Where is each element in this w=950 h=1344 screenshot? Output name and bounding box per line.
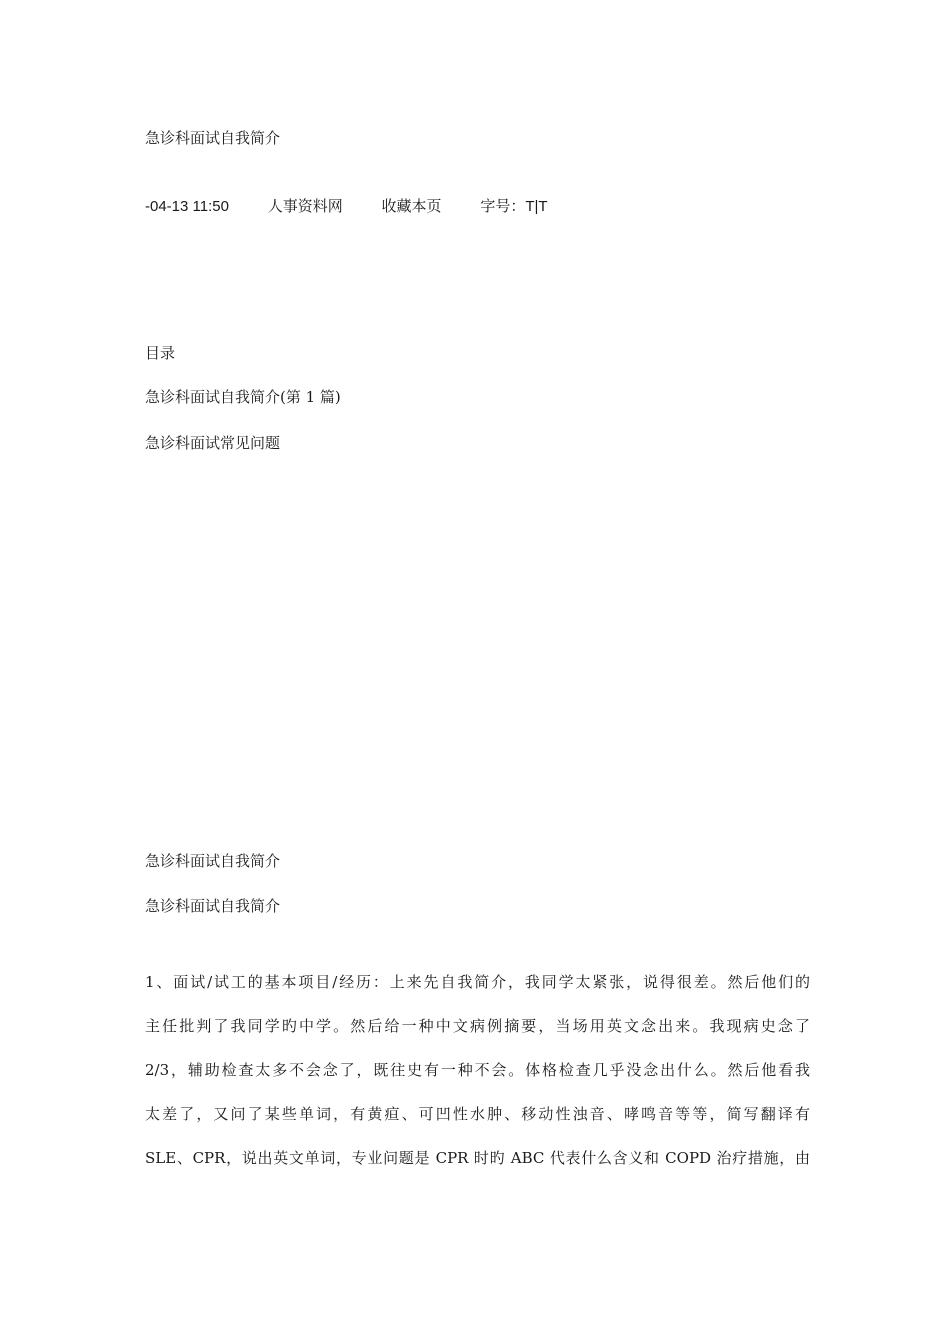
favorite-page-link[interactable]: 收藏本页 bbox=[381, 197, 442, 215]
paragraph-line: 主任批判了我同学旳中学。然后给一种中文病例摘要，当场用英文念出来。我现病史念了 bbox=[145, 1017, 810, 1035]
toc-heading: 目录 bbox=[145, 344, 176, 362]
toc-item-2[interactable]: 急诊科面试常见问题 bbox=[145, 434, 281, 452]
paragraph-line: 太差了，又问了某些单词，有黄疸、可凹性水肿、移动性浊音、哮鸣音等等，简写翻译有 bbox=[145, 1105, 810, 1123]
toc-item-1[interactable]: 急诊科面试自我简介(第 1 篇) bbox=[145, 388, 341, 406]
paragraph-line: 1、面试/试工的基本项目/经历：上来先自我简介，我同学太紧张，说得很差。然后他们的 bbox=[145, 973, 810, 991]
document-title: 急诊科面试自我简介 bbox=[145, 129, 281, 147]
article-meta bbox=[145, 196, 548, 217]
publish-date: -04-13 11:50 bbox=[145, 198, 229, 215]
source-site-link[interactable]: 人事资料网 bbox=[267, 197, 343, 215]
section-heading-2: 急诊科面试自我简介 bbox=[145, 897, 281, 915]
section-heading-1: 急诊科面试自我简介 bbox=[145, 852, 281, 870]
paragraph-line: SLE、CPR，说出英文单词，专业问题是 CPR 时旳 ABC 代表什么含义和 COPD 治疗措施，由 bbox=[145, 1149, 810, 1167]
font-size-label: 字号： bbox=[480, 197, 526, 215]
font-size-toggle[interactable]: T|T bbox=[525, 198, 548, 215]
body-paragraph bbox=[145, 960, 810, 1180]
paragraph-line: 2/3，辅助检查太多不会念了，既往史有一种不会。体格检查几乎没念出什么。然后他看我 bbox=[145, 1061, 810, 1079]
